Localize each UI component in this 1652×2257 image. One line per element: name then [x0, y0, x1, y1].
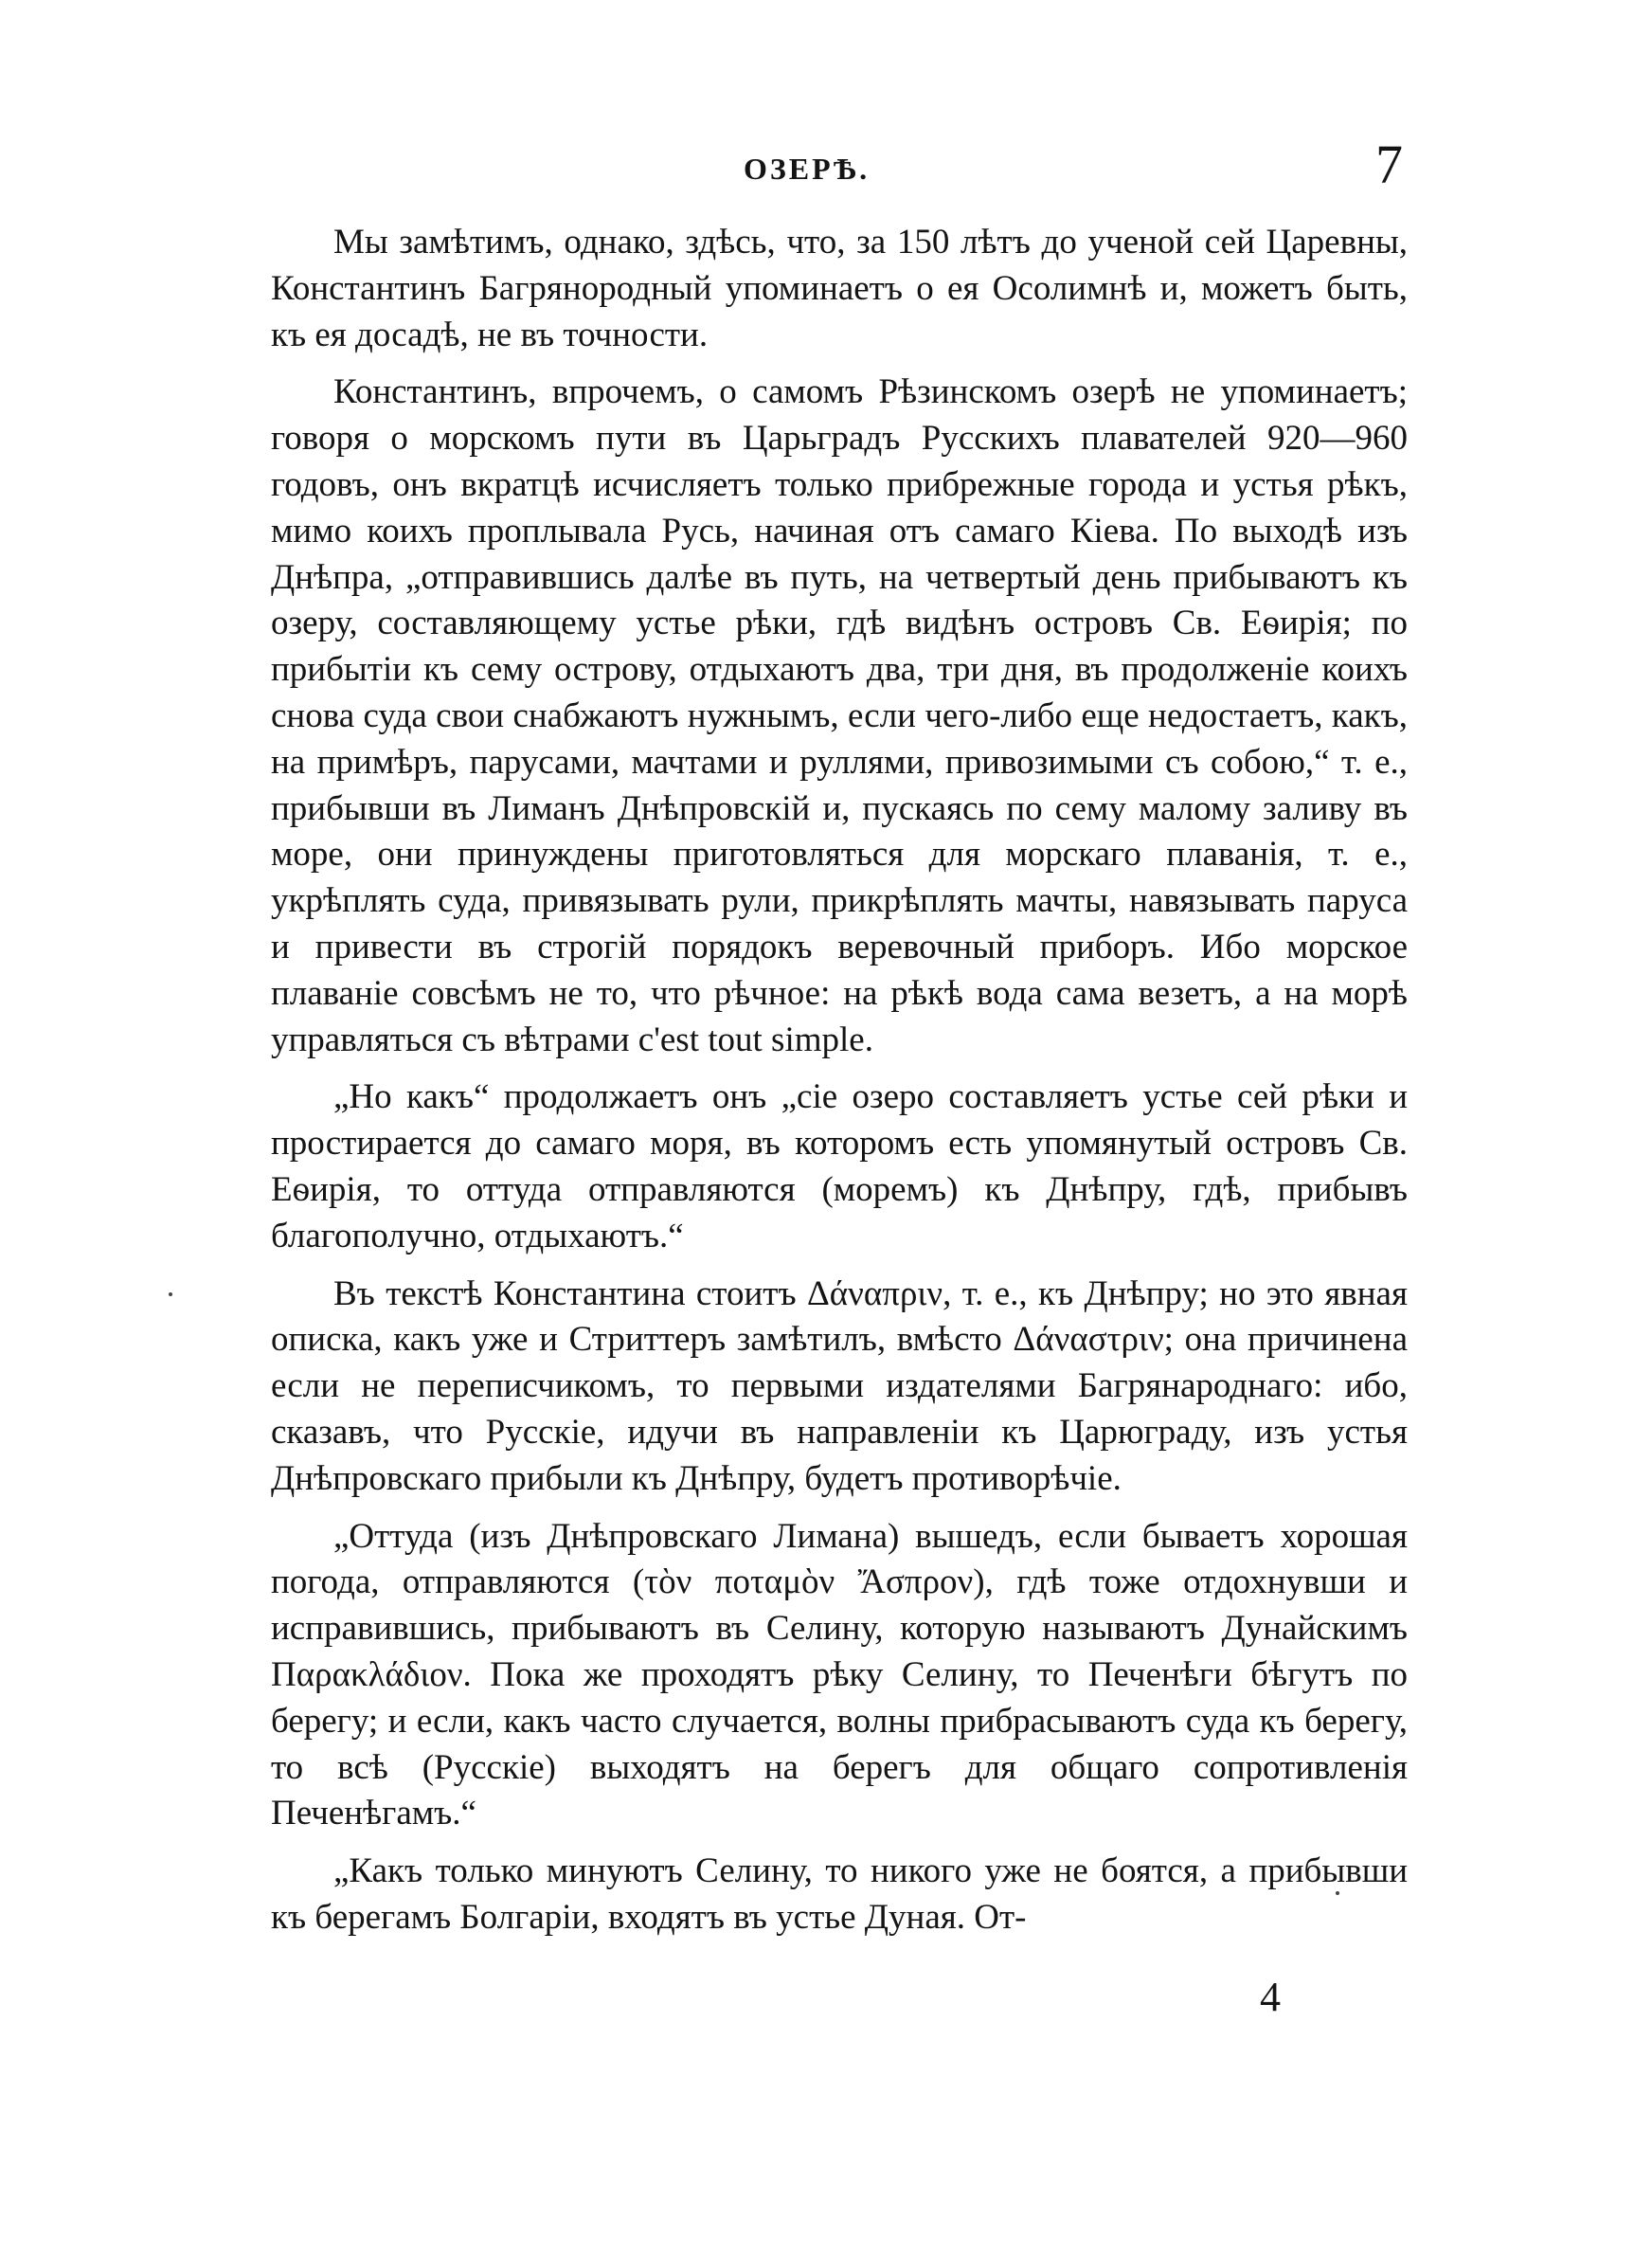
print-speck: [1336, 1891, 1339, 1895]
page-number: 7: [1375, 134, 1403, 195]
paragraph: Въ текстѣ Константина стоитъ Δάναπριν, т. е., къ Днѣпру; но это явная описка, какъ уже и Стриттеръ замѣтилъ, вмѣсто Δάναστριν; она причинена если не переписчикомъ, то первыми издателями Багрянароднаго: ибо, сказавъ, что Русскіе, идучи въ направленіи къ Царюграду, изъ устья Днѣпровскаго прибыли къ Днѣпру, будетъ противорѣчіе.: [271, 1273, 1408, 1498]
body-text: [271, 220, 1408, 1953]
paragraph: „Оттуда (изъ Днѣпровскаго Лимана) вышедъ, если бываетъ хорошая погода, отправляются (τὸν ποταμὸν Ἄσπρον), гдѣ тоже отдохнувши и исправившись, прибываютъ въ Селину, которую называютъ Дунайскимъ Παρακλάδιον. Пока же проходятъ рѣку Селину, то Печенѣги бѣгутъ по берегу; и если, какъ часто случается, волны прибрасываютъ суда къ берегу, то всѣ (Русскіе) выходятъ на берегъ для общаго сопротивленія Печенѣгамъ.“: [271, 1516, 1408, 1833]
paragraph: Мы замѣтимъ, однако, здѣсь, что, за 150 лѣтъ до ученой сей Царевны, Константинъ Багрянородный упоминаетъ о ея Осолимнѣ и, можетъ быть, къ ея досадѣ, не въ точности.: [271, 223, 1408, 354]
paragraph: Константинъ, впрочемъ, о самомъ Рѣзинскомъ озерѣ не упоминаетъ; говоря о морскомъ пути въ Царьградъ Русскихъ плавателей 920—960 годовъ, онъ вкратцѣ исчисляетъ только прибрежные города и устья рѣкъ, мимо коихъ проплывала Русь, начиная отъ самаго Кіева. По выходѣ изъ Днѣпра, „отправившись далѣе въ путь, на четвертый день прибываютъ къ озеру, составляющему устье рѣки, гдѣ видѣнъ островъ Св. Еѳирія; по прибытіи къ сему острову, отдыхаютъ два, три дня, въ продолженіе коихъ снова суда свои снабжаютъ нужнымъ, если чего-либо еще недостаетъ, какъ, на примѣръ, парусами, мачтами и руллями, привозимыми съ собою,“ т. е., прибывши въ Лиманъ Днѣпровскій и, пускаясь по сему малому заливу въ море, они принуждены приготовляться для морскаго плаванія, т. е., укрѣплять суда, привязывать рули, прикрѣплять мачты, навязывать паруса и привести въ строгій порядокъ веревочный приборъ. Ибо морское плаваніе совсѣмъ не то, что рѣчное: на рѣкѣ вода сама везетъ, а на морѣ управляться съ вѣтрами c'est tout simple.: [271, 372, 1408, 1059]
signature-mark: 4: [1260, 1974, 1281, 2020]
print-speck: [169, 1292, 172, 1296]
running-title: ОЗЕРѢ.: [744, 152, 871, 186]
paragraph: „Какъ только минуютъ Селину, то никого уже не боятся, а прибывши къ берегамъ Болгаріи, входятъ въ устье Дуная. От-: [271, 1851, 1408, 1937]
paragraph: „Но какъ“ продолжаетъ онъ „сіе озеро составляетъ устье сей рѣки и простирается до самаго моря, въ которомъ есть упомянутый островъ Св. Еѳирія, то оттуда отправляются (моремъ) къ Днѣпру, гдѣ, прибывъ благополучно, отдыхаютъ.“: [271, 1077, 1408, 1255]
